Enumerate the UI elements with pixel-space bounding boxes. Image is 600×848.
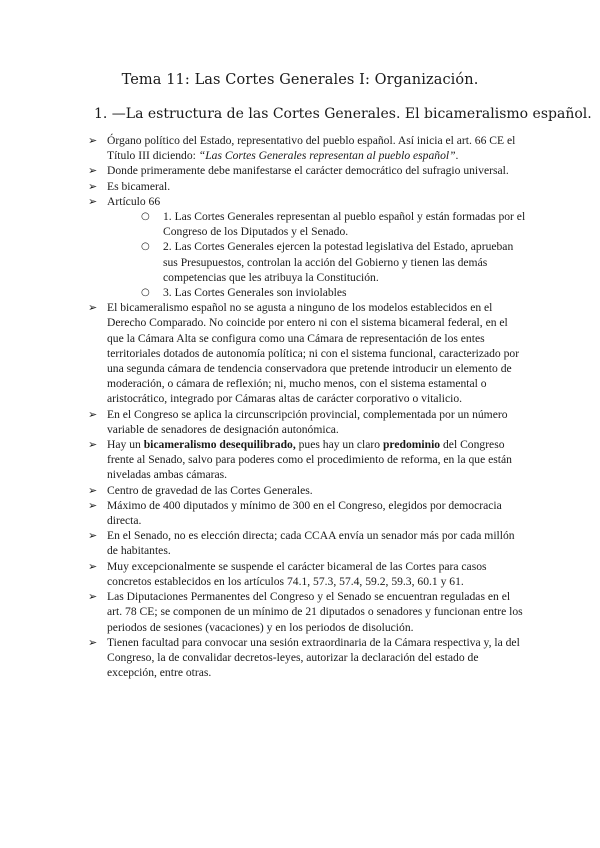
bold-term: predominio: [382, 438, 441, 452]
list-item: ➢ Las Diputaciones Permanentes del Congreso y el Senado se encuentran reguladas en el art. 78 CE; se componen de un mínimo de 21 diputados o senadores y funcionan entre los periodos de sesiones (vacaciones) y en los periodos de disolución.: [88, 589, 526, 635]
list-item: ➢ Muy excepcionalmente se suspende el carácter bicameral de las Cortes para casos concretos establecidos en los artículos 74.1, 57.3, 57.4, 59.2, 59.3, 60.1 y 61.: [88, 559, 526, 589]
bullet-list: [88, 133, 526, 680]
page-title: Tema 11: Las Cortes Generales I: Organización.: [121, 72, 479, 88]
sub-list-item: ○ 2. Las Cortes Generales ejercen la potestad legislativa del Estado, aprueban sus Presupuestos, controlan la acción del Gobierno y tienen las demás competencias que les atribuya la Constitución.: [127, 239, 526, 285]
list-item: [88, 437, 526, 483]
list-item: ➢ En el Congreso se aplica la circunscripción provincial, complementada por un número variable de senadores de designación autonómica.: [88, 407, 526, 437]
list-item: ➢ El bicameralismo español no se agusta a ninguno de los modelos establecidos en el Derecho Comparado. No coincide por entero ni con el sistema bicameral federal, en el que la Cámara Alta se configura como una Cámara de representación de los entes territoriales dotados de autonomía política; ni con el sistema funcional, caracterizado por una segunda cámara de tendencia conservadora que pretende introducir un elemento de moderación, o cámara de reflexión; ni, mucho menos, con el sistema estamental o aristocrático, integrado por Cámaras altas de carácter corporativo o vitalicio.: [88, 300, 526, 406]
list-item-text: Artículo 66: [107, 194, 161, 208]
list-item-text: del Congreso frente al Senado, salvo para poderes como el procedimiento de reforma, en la que están niveladas ambas cámaras.: [107, 438, 512, 482]
sub-list: [107, 209, 526, 300]
list-item-text: .: [455, 149, 459, 163]
list-item: [88, 133, 526, 163]
list-item-text: pues hay un claro: [295, 438, 383, 452]
list-item: ➢ En el Senado, no es elección directa; cada CCAA envía un senador más por cada millón de habitantes.: [88, 528, 526, 558]
list-item: [88, 194, 526, 300]
list-item: ➢ Es bicameral.: [88, 179, 526, 194]
list-item-text: Hay un: [107, 438, 144, 452]
list-item-text: Órgano político del Estado, representativo del pueblo español. Así inicia el art. 66 CE el Título III diciendo:: [107, 134, 516, 163]
list-item: ➢ Donde primeramente debe manifestarse el carácter democrático del sufragio universal.: [88, 163, 526, 178]
list-item: ➢ Máximo de 400 diputados y mínimo de 300 en el Congreso, elegidos por democracia directa.: [88, 498, 526, 528]
list-item: ➢ Tienen facultad para convocar una sesión extraordinaria de la Cámara respectiva y, la del Congreso, la de convalidar decretos-leyes, autorizar la declaración del estado de excepción, entre otras.: [88, 635, 526, 681]
sub-list-item: ○ 3. Las Cortes Generales son inviolables: [127, 285, 526, 300]
bold-term: bicameralismo desequilibrado,: [143, 438, 296, 452]
list-item: ➢ Centro de gravedad de las Cortes Generales.: [88, 483, 526, 498]
section-heading: 1. —La estructura de las Cortes Generales. El bicameralismo español.: [94, 106, 592, 122]
quote-text: “Las Cortes Generales representan al pueblo español”: [198, 149, 456, 163]
sub-list-item: ○ 1. Las Cortes Generales representan al pueblo español y están formadas por el Congreso de los Diputados y el Senado.: [127, 209, 526, 239]
